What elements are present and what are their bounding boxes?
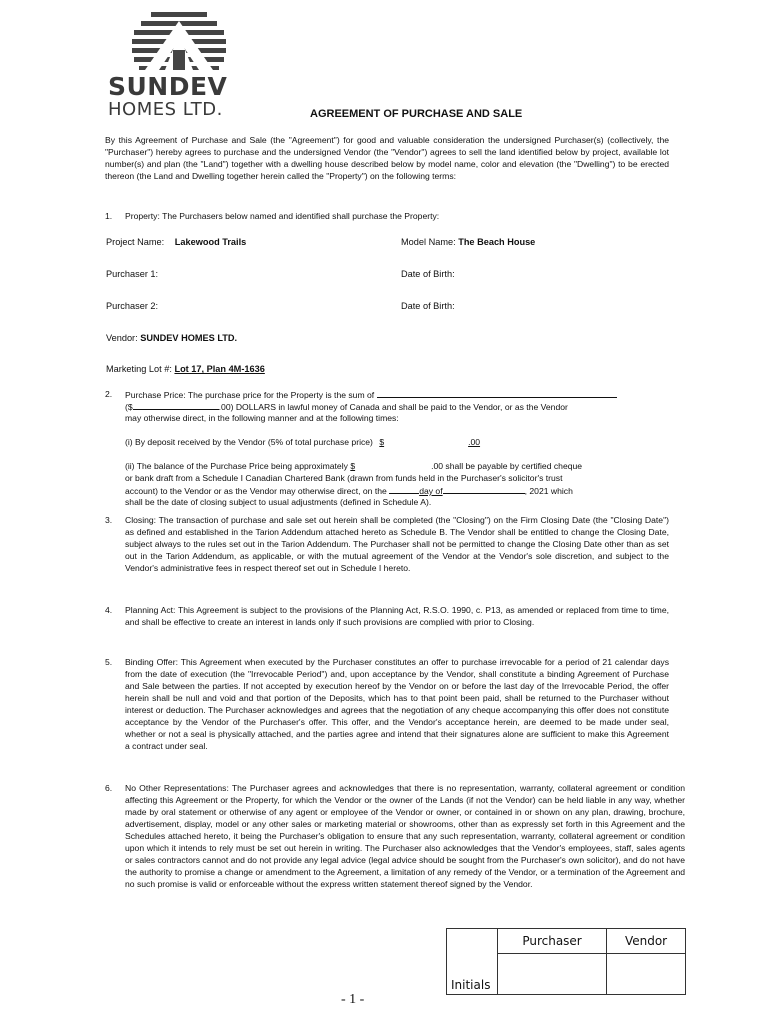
purchaser-2-label: Purchaser 2: — [106, 301, 159, 311]
deposit-amount — [379, 437, 480, 447]
section-4-text: Planning Act: This Agreement is subject to the provisions of the Planning Act, R.S.O. 1990, c. P13, as amended or replaced from time to time, and shall be effective to create an interest in lands only if such provisions are complied with prior to Closing. — [125, 605, 669, 627]
section-5-number: 5. — [105, 657, 113, 667]
deposit-cents: .00 — [468, 437, 481, 447]
section-1-number: 1. — [105, 211, 113, 221]
section-2-number: 2. — [105, 389, 113, 399]
day-of-text: day of — [419, 486, 443, 496]
model-name-value: The Beach House — [458, 237, 536, 247]
deposit-text: (i) By deposit received by the Vendor (5% of total purchase price) — [125, 437, 373, 447]
initials-label: Initials — [451, 978, 491, 992]
purchaser-header: Purchaser — [522, 934, 582, 948]
day-blank — [389, 484, 419, 494]
purchase-price-blank — [377, 388, 617, 398]
logo-line-1: SUNDEV — [108, 72, 228, 101]
deposit-line — [125, 436, 480, 448]
purchase-price-text: Purchase Price: The purchase price for the Property is the sum of — [125, 390, 375, 400]
deposit-dollar-sign: $ — [379, 437, 385, 447]
section-1-text: Property: The Purchasers below named and identified shall purchase the Property: — [125, 211, 440, 221]
dob-2-label: Date of Birth: — [401, 301, 455, 311]
price-dollars-text: .00) DOLLARS in lawful money of Canada and shall be paid to the Vendor, or as the Vendor — [218, 402, 568, 412]
balance-line-4: shall be the date of closing subject to usual adjustments (defined in Schedule A). — [125, 497, 432, 507]
intro-paragraph: By this Agreement of Purchase and Sale (the "Agreement") for good and valuable consideration the undersigned Purchaser(s) (collectively, the "Purchaser") hereby agrees to purchase and the undersigned Vendor (the "Vendor") agrees to sell the land identified below by project, available lot number(s) and plan (the "Land") together with a dwelling house described below by model name, color and elevation (the "Dwelling") to be erected thereon (the Land and Dwelling together herein called the "Property") on the following terms: — [105, 135, 669, 181]
balance-line-2: or bank draft from a Schedule I Canadian Chartered Bank (drawn from funds held in the Purchaser's solicitor's trust — [125, 473, 563, 483]
marketing-lot-value: Lot 17, Plan 4M-1636 — [174, 364, 265, 374]
vendor-initials-field[interactable] — [607, 954, 686, 995]
section-6-text: No Other Representations: The Purchaser agrees and acknowledges that there is no representation, warranty, collateral agreement or condition affecting this Agreement or the Property, for which the Vendor or the owner of the Lands (if not the Vendor) can be held liable in any way, whether made by oral statement or otherwise of any agent or employee of the Vendor or owner, or contained in or shown on any plan, drawing, brochure, advertisement, display, model or any other sales or marketing material or showrooms, other than as expressly set forth in this Agreement and the Schedules attached hereto, it being the Purchaser's obligation to ensure that any such representation, warranty, collateral agreement or condition upon which it intends to rely must be set out herein in writing. The Purchaser also acknowledges that the Vendor's employees, staff, sales agents or sales contractors cannot and do not provide any legal advice (legal advice should be sought from the Purchaser's own solicitor), and do not have the authority to promise a change or amendment to the Agreement, a limitation of any remedy of the Vendor, or a termination of the Agreement and no such promise is valid or enforceable without the express written statement thereof signed by the Vendor. — [125, 783, 685, 889]
vendor-header: Vendor — [624, 934, 668, 948]
marketing-lot-label: Marketing Lot #: — [106, 364, 172, 374]
section-4-number: 4. — [105, 605, 113, 615]
project-name-value: Lakewood Trails — [174, 237, 247, 247]
project-name-field — [106, 237, 246, 247]
model-name-label: Model Name: — [401, 237, 456, 247]
balance-dollar-sign: $ — [350, 461, 356, 471]
section-6-number: 6. — [105, 783, 113, 793]
purchaser-header-cell — [498, 929, 607, 954]
year-text: , 2021 which — [524, 486, 573, 496]
balance-text: (ii) The balance of the Purchase Price being approximately — [125, 461, 348, 471]
balance-payable-text: .00 shall be payable by certified cheque — [431, 461, 583, 471]
section-5-text: Binding Offer: This Agreement when executed by the Purchaser constitutes an offer to purchase irrevocable for a period of 21 calendar days from the date of execution (the "Irrevocable Period") and, upon acceptance by the Vendor, shall constitute a binding Agreement of Purchase and Sale between the parties. If not accepted by execution hereof by the Vendor on or before the last day of the Irrevocable Period, the offer herein shall be null and void and that portion of the Deposits, which has to that point been paid, shall be returned to the Purchaser without interest or deduction. The Purchaser acknowledges and agrees that the negotiation of any cheque accompanying this offer does not constitute acceptance by the Vendor of the Purchaser's offer. This offer, and the Vendor's acceptance herein, are deemed to be made under seal, whether or not a seal is physically attached, and the parties agree and intend that their signatures alone are sufficient to make this Agreement a contract under seal. — [125, 657, 669, 751]
section-3-number: 3. — [105, 515, 113, 525]
vendor-header-cell — [607, 929, 686, 954]
price-dollars-blank — [133, 400, 219, 410]
project-name-label: Project Name: — [106, 237, 165, 247]
balance-line-1 — [125, 460, 582, 472]
closing-date-text: account) to the Vendor or as the Vendor may otherwise direct, on the — [125, 486, 387, 496]
model-name-field — [401, 237, 535, 247]
section-2-line-3: may otherwise direct, in the following manner and at the following times: — [125, 413, 399, 423]
purchaser-initials-field[interactable] — [498, 954, 607, 995]
balance-amount — [350, 461, 431, 471]
initials-table — [446, 928, 686, 995]
logo-line-2: HOMES LTD. — [108, 99, 223, 120]
initials-label-cell — [447, 929, 498, 995]
purchaser-1-label: Purchaser 1: — [106, 269, 159, 279]
dob-1-label: Date of Birth: — [401, 269, 455, 279]
vendor-value: SUNDEV HOMES LTD. — [140, 333, 238, 343]
page-number: - 1 - — [341, 992, 365, 1007]
section-3-text: Closing: The transaction of purchase and sale set out herein shall be completed (the "Closing") on the Firm Closing Date (the "Closing Date") as defined and established in the Tarion Addendum attached hereto as Schedule B. The Vendor shall be entitled to change the Closing Date, subject always to the rules set out in the Tarion Addendum. The Purchaser shall not be permitted to change the Closing Date other than as set out in the Tarion Addendum, as applicable, or with the mutual agreement of the Vendor at the Vendor's sole discretion, and subject to the Vendor's administrative fees in respect thereof set out in Schedule I hereto. — [125, 515, 669, 573]
marketing-lot-field — [106, 364, 265, 374]
vendor-label: Vendor: — [106, 333, 138, 343]
vendor-field — [106, 333, 237, 343]
month-blank — [443, 484, 525, 494]
logo-emblem-icon — [129, 10, 229, 70]
price-open-paren: ($ — [125, 402, 133, 412]
document-title: AGREEMENT OF PURCHASE AND SALE — [310, 108, 523, 120]
company-logo — [104, 10, 244, 120]
